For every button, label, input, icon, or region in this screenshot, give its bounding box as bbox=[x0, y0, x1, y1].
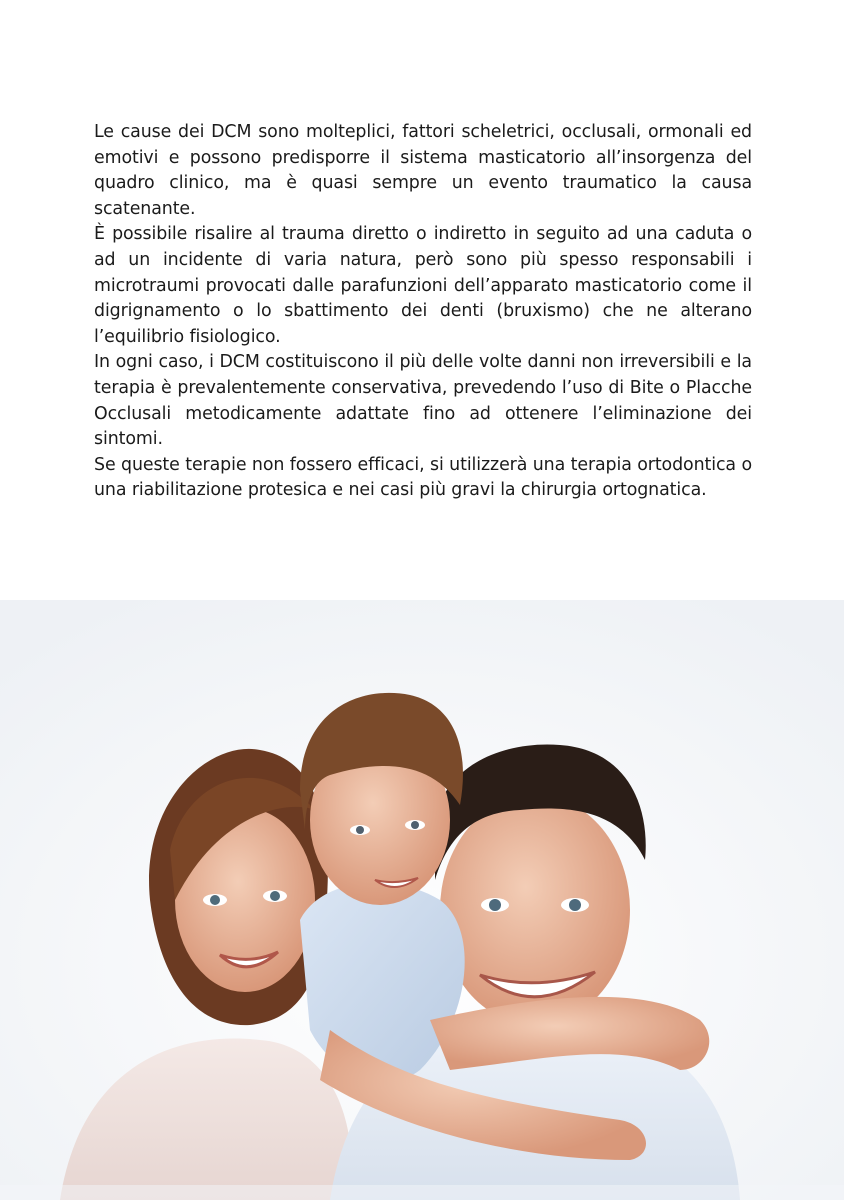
paragraph-causes: Le cause dei DCM sono molteplici, fattori scheletrici, occlusali, ormonali ed emotivi e possono predisporre il sistema masticatorio all’insorgenza del quadro clinico, ma è quasi sempre un evento traumatico la causa scatenante. bbox=[94, 122, 752, 219]
family-photo bbox=[0, 600, 844, 1200]
paragraph-therapy: In ogni caso, i DCM costituiscono il più delle volte danni non irreversibili e la terapia è prevalentemente conservativa, prevedendo l’uso di Bite o Placche Occlusali metodicamente adattate fino ad ottenere l’eliminazione dei sintomi. bbox=[94, 352, 752, 450]
paragraph-trauma: È possibile risalire al trauma diretto o indiretto in seguito ad una caduta o ad un incidente di varia natura, però sono più spesso responsabili i microtraumi provocati dalle parafunzioni dell’apparato masticatorio come il digrignamento o lo sbattimento dei denti (bruxismo) che ne alterano l’equilibrio fisiologico. bbox=[94, 224, 752, 347]
body-text bbox=[94, 120, 752, 504]
paragraph-surgery: Se queste terapie non fossero efficaci, si utilizzerà una terapia ortodontica o una riabilitazione protesica e nei casi più gravi la chirurgia ortognatica. bbox=[94, 454, 752, 501]
